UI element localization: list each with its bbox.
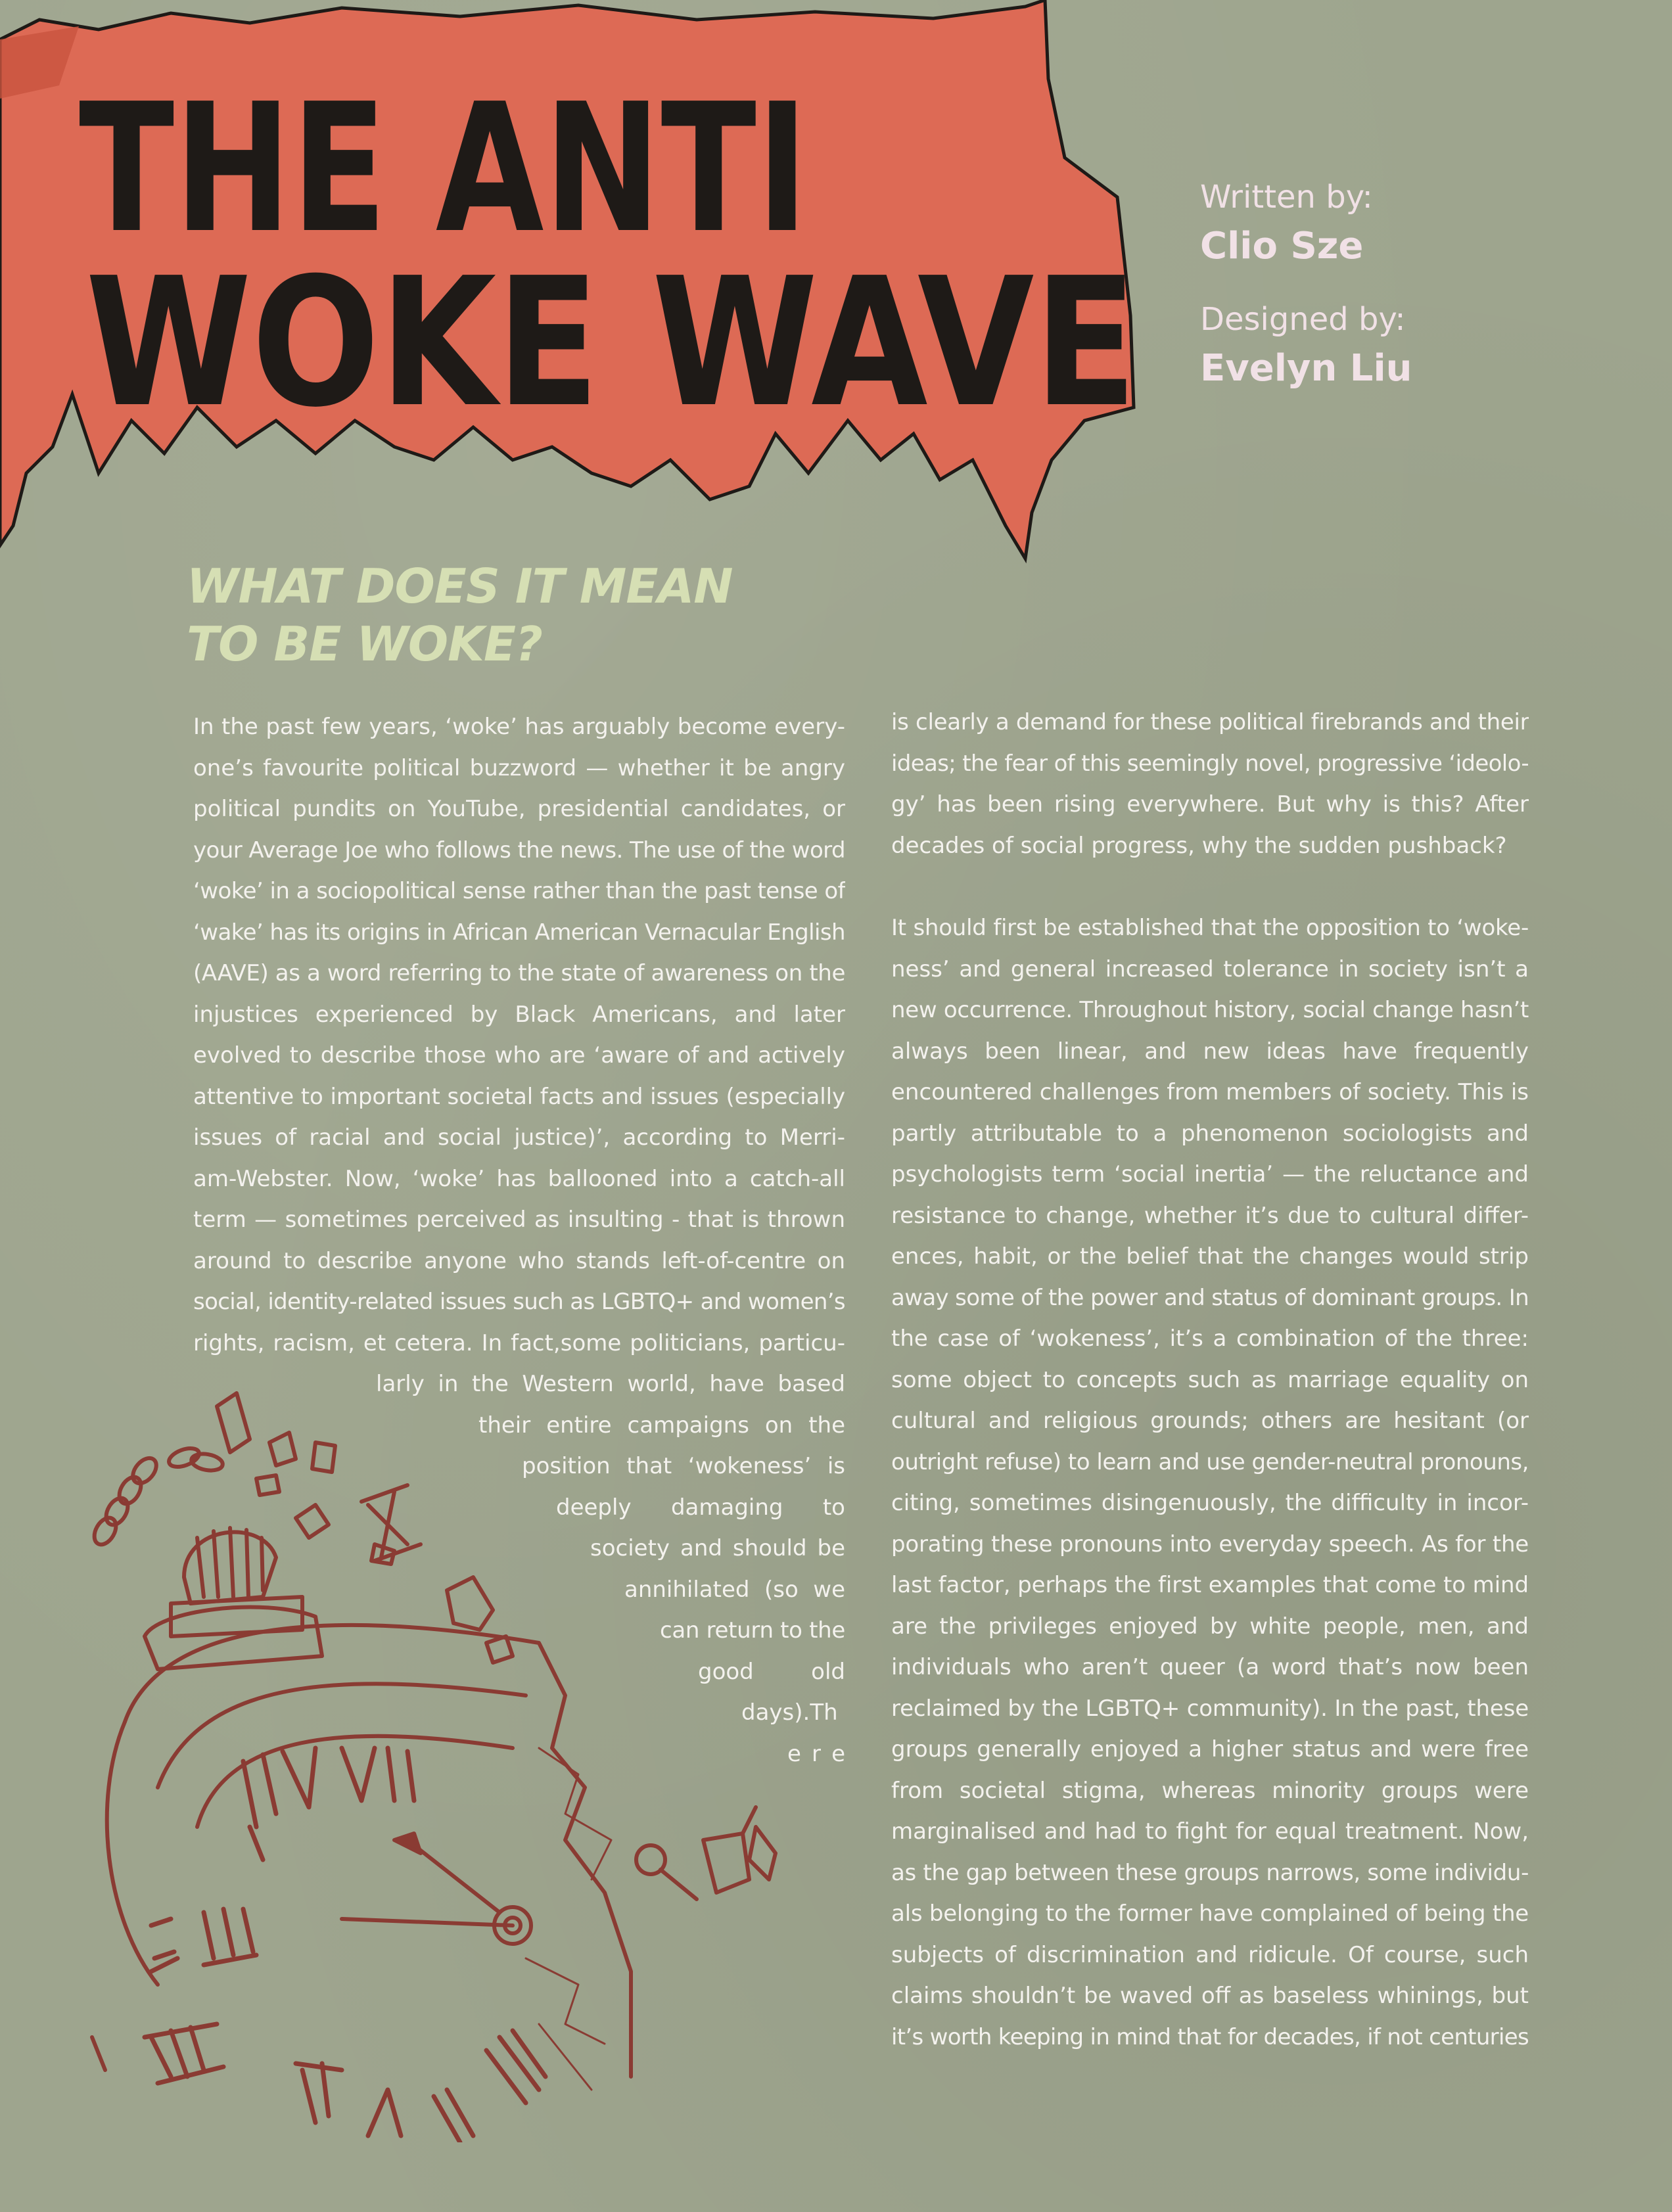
paragraph-line: it’s worth keeping in mind that for decades, if not centuries bbox=[891, 2023, 1529, 2050]
paragraph-line: In the past few years, ‘woke’ has arguably become every- bbox=[193, 714, 845, 740]
paragraph-line: outright refuse) to learn and use gender-neutral pronouns, bbox=[891, 1448, 1529, 1475]
paragraph-line: political pundits on YouTube, presidential candidates, or bbox=[193, 796, 845, 822]
paragraph-line: marginalised and had to fight for equal treatment. Now, bbox=[891, 1818, 1529, 1845]
paragraph-line: is clearly a demand for these political firebrands and their bbox=[891, 709, 1529, 735]
paragraph-line: social, identity-related issues such as LGBTQ+ and women’s bbox=[193, 1289, 845, 1315]
paragraph-line: as the gap between these groups narrows, some individu- bbox=[891, 1859, 1529, 1886]
paragraph-line: decades of social progress, why the sudden pushback? bbox=[891, 832, 1507, 859]
paragraph-line: rights, racism, et cetera. In fact,some politicians, particu- bbox=[193, 1329, 845, 1356]
paragraph-line: partly attributable to a phenomenon sociologists and bbox=[891, 1120, 1529, 1147]
paragraph-line: (AAVE) as a word referring to the state of awareness on the bbox=[193, 960, 845, 986]
designed-by-label: Designed by: bbox=[1200, 301, 1406, 338]
section-heading bbox=[187, 557, 910, 673]
paragraph-line: away some of the power and status of dominant groups. In bbox=[891, 1284, 1529, 1311]
paragraph-line: ideas; the fear of this seemingly novel, progressive ‘ideolo- bbox=[891, 750, 1529, 777]
paragraph-line: new occurrence. Throughout history, social change hasn’t bbox=[891, 997, 1529, 1023]
paragraph-line: It should first be established that the opposition to ‘woke- bbox=[891, 915, 1529, 941]
paragraph-line: reclaimed by the LGBTQ+ community). In the past, these bbox=[891, 1695, 1529, 1722]
paragraph-line: can return to the bbox=[660, 1617, 845, 1644]
paragraph-line: am-Webster. Now, ‘woke’ has ballooned into a catch-all bbox=[193, 1165, 845, 1192]
paragraph-line: cultural and religious grounds; others are hesitant (or bbox=[891, 1408, 1529, 1434]
paragraph-line: position that ‘wokeness’ is bbox=[522, 1453, 845, 1479]
paragraph-line: ‘woke’ in a sociopolitical sense rather than the past tense of bbox=[193, 878, 845, 904]
credits-block bbox=[1200, 177, 1621, 392]
paragraph-line: porating these pronouns into everyday speech. As for the bbox=[891, 1531, 1529, 1557]
paragraph-line: ‘wake’ has its origins in African American Vernacular English bbox=[193, 919, 845, 946]
paragraph-line: are the privileges enjoyed by white people, men, and bbox=[891, 1613, 1529, 1640]
paragraph-line: encountered challenges from members of society. This is bbox=[891, 1079, 1529, 1105]
watch-stem-fragment bbox=[636, 1807, 756, 1899]
paragraph-line: the case of ‘wokeness’, it’s a combination of the three: bbox=[891, 1325, 1529, 1352]
paragraph-line: resistance to change, whether it’s due to cultural differ- bbox=[891, 1202, 1529, 1229]
paragraph-line: e r e bbox=[787, 1740, 845, 1767]
title-banner bbox=[0, 0, 1157, 565]
paragraph-line: evolved to describe those who are ‘aware of and actively bbox=[193, 1042, 845, 1069]
writer-name: Clio Sze bbox=[1200, 225, 1364, 267]
paragraph-line: injustices experienced by Black Americans, and later bbox=[193, 1001, 845, 1028]
paragraph-line: from societal stigma, whereas minority groups were bbox=[891, 1777, 1529, 1804]
paragraph-line: one’s favourite political buzzword — whether it be angry bbox=[193, 754, 845, 781]
paragraph-line: annihilated (so we bbox=[624, 1576, 845, 1603]
watch-crown bbox=[145, 1528, 322, 1669]
section-heading-line-1: WHAT DOES IT MEAN bbox=[187, 559, 733, 614]
section-heading-line-2: TO BE WOKE? bbox=[187, 616, 542, 672]
paragraph-line: als belonging to the former have complained of being the bbox=[891, 1901, 1529, 1927]
paragraph-line: days).Th bbox=[741, 1699, 838, 1726]
paragraph-line: their entire campaigns on the bbox=[478, 1412, 845, 1439]
paragraph-line: larly in the Western world, have based bbox=[376, 1371, 845, 1397]
written-by-label: Written by: bbox=[1200, 179, 1373, 216]
paragraph-line: around to describe anyone who stands left-of-centre on bbox=[193, 1247, 845, 1274]
paragraph-line: society and should be bbox=[590, 1535, 845, 1561]
paragraph-line: good old bbox=[698, 1658, 845, 1685]
paragraph-line: some object to concepts such as marriage equality on bbox=[891, 1366, 1529, 1393]
title-line-2: WOKE WAVE bbox=[85, 239, 1137, 446]
paragraph-line: individuals who aren’t queer (a word that’s now been bbox=[891, 1654, 1529, 1680]
paragraph-line: deeply damaging to bbox=[556, 1494, 845, 1521]
broken-pocket-watch-illustration bbox=[66, 1380, 828, 2142]
watch-chain bbox=[90, 1445, 224, 1549]
watch-cracks bbox=[526, 1748, 611, 2090]
article-right-column bbox=[891, 702, 1529, 2058]
paragraph-line: always been linear, and new ideas have frequently bbox=[891, 1038, 1529, 1065]
paragraph-line: attentive to important societal facts and issues (especially bbox=[193, 1083, 845, 1110]
paragraph-line: subjects of discrimination and ridicule. Of course, such bbox=[891, 1941, 1529, 1968]
paragraph-line: gy’ has been rising everywhere. But why is this? After bbox=[891, 791, 1529, 818]
paragraph-line: term — sometimes perceived as insulting - that is thrown bbox=[193, 1207, 845, 1233]
designer-name: Evelyn Liu bbox=[1200, 347, 1412, 390]
paragraph-line: last factor, perhaps the first examples that come to mind bbox=[891, 1572, 1529, 1598]
title-line-1: THE ANTI bbox=[79, 65, 808, 272]
paragraph-line: ness’ and general increased tolerance in society isn’t a bbox=[891, 956, 1529, 982]
paragraph-line: issues of racial and social justice)’, according to Merri- bbox=[193, 1124, 845, 1151]
paragraph-line: citing, sometimes disingenuously, the difficulty in incor- bbox=[891, 1490, 1529, 1516]
paragraph-line: your Average Joe who follows the news. The use of the word bbox=[193, 837, 845, 864]
paragraph-line: claims shouldn’t be waved off as baseless whinings, but bbox=[891, 1983, 1529, 2009]
watch-face bbox=[92, 1625, 631, 2077]
watch-hands bbox=[342, 1833, 531, 1944]
paragraph-line: groups generally enjoyed a higher status and were free bbox=[891, 1736, 1529, 1763]
paragraph-line: ences, habit, or the belief that the changes would strip bbox=[891, 1243, 1529, 1270]
paragraph-line: psychologists term ‘social inertia’ — the reluctance and bbox=[891, 1161, 1529, 1187]
